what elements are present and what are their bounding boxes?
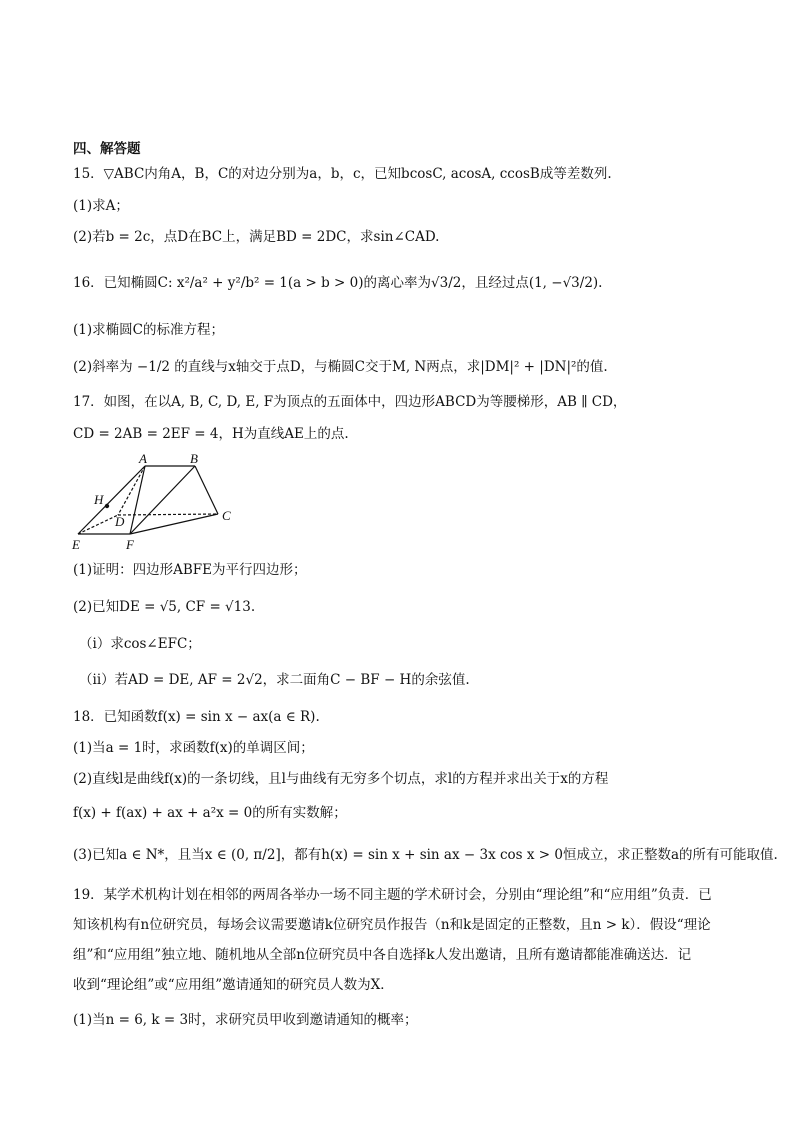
label-b: B [190, 452, 198, 466]
q17-stem-line1: 17．如图，在以A, B, C, D, E, F为顶点的五面体中，四边形ABCD为等腰梯形，AB ∥ CD， [73, 394, 627, 410]
edge-bc [195, 466, 218, 514]
label-a: A [139, 452, 147, 466]
label-h: H [94, 492, 104, 507]
q17-part2-i: （i）求cos∠EFC； [79, 636, 201, 652]
edge-ae [78, 466, 145, 534]
edge-ed [78, 515, 118, 534]
section-heading: 四、解答题 [73, 141, 141, 157]
q19-line4: 收到“理论组”或“应用组”邀请通知的研究员人数为X． [73, 977, 394, 993]
label-c: C [222, 508, 231, 523]
label-e: E [72, 537, 80, 552]
q16-part2: (2)斜率为 −1/2 的直线与x轴交于点D，与椭圆C交于M, N两点，求|DM|² + |DN|²的值. [73, 359, 608, 375]
q17-stem-line2: CD = 2AB = 2EF = 4，H为直线AE上的点. [73, 426, 349, 442]
q19-line3: 组”和“应用组”独立地、随机地从全部n位研究员中各自选择k人发出邀请，且所有邀请都能准确送达．记 [73, 947, 692, 963]
q15-stem: 15．▽ABC内角A，B，C的对边分别为a，b，c，已知bcosC, acosA, ccosB成等差数列. [73, 166, 612, 182]
q17-part2-ii: （ii）若AD = DE, AF = 2√2，求二面角C − BF − H的余弦值. [79, 672, 470, 688]
q18-part2-line2: f(x) + f(ax) + ax + a²x = 0的所有实数解； [73, 805, 347, 821]
q15-part1: (1)求A； [73, 198, 129, 214]
q18-part3: (3)已知a ∈ N*，且当x ∈ (0, π/2]，都有h(x) = sin x + sin ax − 3x cos x > 0恒成立，求正整数a的所有可能取值. [73, 847, 778, 863]
edge-af [130, 466, 145, 534]
q18-part1: (1)当a = 1时，求函数f(x)的单调区间； [73, 740, 314, 756]
edge-dc [118, 514, 218, 515]
edge-ad [118, 466, 145, 515]
q19-line1: 19．某学术机构计划在相邻的两周各举办一场不同主题的学术研讨会，分别由“理论组”和“应用组”负责．已 [73, 887, 712, 903]
q16-part1: (1)求椭圆C的标准方程； [73, 322, 224, 338]
q16-stem: 16．已知椭圆C: x²/a² + y²/b² = 1(a > b > 0)的离心率为√3/2，且经过点(1, −√3/2). [73, 275, 603, 291]
q17-part2: (2)已知DE = √5, CF = √13. [73, 599, 256, 615]
label-d: D [115, 514, 125, 529]
q18-stem: 18．已知函数f(x) = sin x − ax(a ∈ R). [73, 709, 320, 725]
pentahedron-figure [70, 452, 240, 552]
q18-part2-line1: (2)直线l是曲线f(x)的一条切线，且l与曲线有无穷多个切点，求l的方程并求出关于x的方程 [73, 771, 609, 787]
q19-line2: 知该机构有n位研究员，每场会议需要邀请k位研究员作报告（n和k是固定的正整数，且n > k）．假设“理论 [73, 917, 711, 933]
q17-part1: (1)证明：四边形ABFE为平行四边形； [73, 562, 307, 578]
q15-part2: (2)若b = 2c，点D在BC上，满足BD = 2DC，求sin∠CAD. [73, 229, 440, 245]
point-h [105, 504, 109, 508]
q19-part1: (1)当n = 6, k = 3时，求研究员甲收到邀请通知的概率； [73, 1012, 418, 1028]
edge-fc [130, 514, 218, 534]
label-f: F [126, 537, 134, 552]
